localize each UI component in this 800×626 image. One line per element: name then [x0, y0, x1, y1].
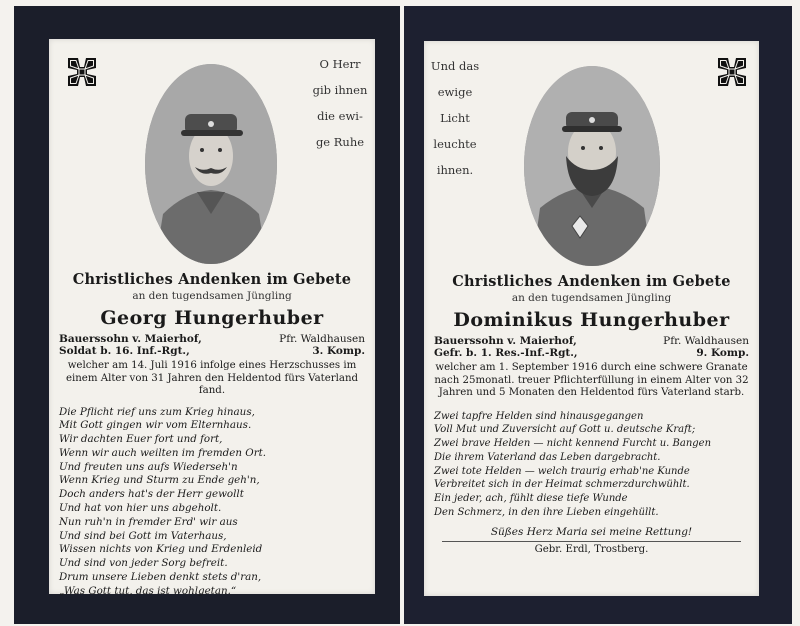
portrait-photo-right [524, 66, 660, 266]
poem-line: Und hat von hier uns abgeholt. [59, 502, 222, 515]
unit-right: 9. Komp. [696, 347, 749, 359]
deceased-name: Georg Hungerhuber [100, 307, 324, 329]
heading: Christliches Andenken im Gebete [452, 273, 731, 290]
motto-line: gib ihnen [312, 83, 368, 97]
card-paper-left [49, 39, 375, 597]
memorial-card-right [404, 6, 792, 624]
motto-line: ihnen. [436, 163, 474, 177]
poem-line: Und freuten uns aufs Wiederseh'n [59, 460, 238, 473]
origin-left: Bauerssohn v. Maierhof, [59, 333, 202, 345]
motto-left [305, 51, 375, 155]
poem-line: Zwei tapfre Helden sind hinausgegangen [434, 410, 644, 422]
poem-left [49, 406, 375, 599]
motto-line: leuchte [433, 137, 477, 151]
motto-right [420, 53, 490, 183]
soldier-portrait-image [524, 66, 660, 266]
poem-line: Wenn wir auch weilten im fremden Ort. [59, 446, 267, 459]
text-section-left [49, 271, 375, 599]
motto-line: ge Ruhe [315, 135, 365, 149]
poem-line: Wissen nichts von Krieg und Erdenleid [59, 543, 263, 556]
unit-left: Soldat b. 16. Inf.-Rgt., [59, 345, 190, 357]
origin-line [424, 335, 759, 347]
motto-line: die ewi- [317, 109, 363, 123]
poem-line: Die ihrem Vaterland das Leben dargebracht. [434, 451, 661, 463]
poem-line: Voll Mut und Zuversicht auf Gott u. deutsche Kraft; [434, 424, 696, 436]
origin-right: Pfr. Waldhausen [279, 333, 365, 345]
unit-right: 3. Komp. [312, 345, 365, 357]
poem-line: Die Pflicht rief uns zum Krieg hinaus, [59, 405, 255, 418]
deceased-name: Dominikus Hungerhuber [453, 309, 730, 331]
poem-line: Und sind von jeder Sorg befreit. [59, 557, 228, 570]
poem-line: „Was Gott tut, das ist wohlgetan.“ [59, 584, 237, 597]
poem-line: Verbreitet sich in der Heimat schmerzdurchwühlt. [434, 479, 690, 491]
poem-line: Mit Gott gingen wir vom Elternhaus. [59, 419, 252, 432]
heading: Christliches Andenken im Gebete [72, 271, 352, 288]
memorial-card-left [14, 6, 400, 624]
motto-line: Licht [440, 111, 470, 125]
poem-line: Und sind bei Gott im Vaterhaus, [59, 529, 227, 542]
death-text: welcher am 1. September 1916 durch eine schwere Granate nach 25monatl. treuer Pflichterfüllung in einem Alter von 32 Jahren und 5 Monaten den Heldentod fürs Vaterland starb. [434, 362, 749, 398]
poem-right [424, 410, 759, 520]
unit-line [424, 347, 759, 359]
motto-line: Und das [430, 59, 480, 73]
poem-line: Nun ruh'n in fremder Erd' wir aus [59, 515, 238, 528]
soldier-portrait-image [145, 64, 277, 264]
closing-prayer: Süßes Herz Maria sei meine Rettung! [490, 525, 693, 538]
unit-left: Gefr. b. 1. Res.-Inf.-Rgt., [434, 347, 578, 359]
printer-credit: Gebr. Erdl, Trostberg. [534, 543, 649, 555]
poem-line: Drum unsere Lieben denkt stets d'ran, [59, 571, 262, 584]
poem-line: Wenn Krieg und Sturm zu Ende geh'n, [59, 474, 260, 487]
iron-cross-icon [715, 55, 749, 89]
unit-line [49, 345, 375, 357]
motto-line: O Herr [319, 57, 361, 71]
poem-line: Zwei brave Helden — nicht kennend Furcht u. Bangen [434, 438, 712, 450]
poem-line: Wir dachten Euer fort und fort, [59, 433, 223, 446]
card-paper-right [424, 41, 759, 596]
poem-line: Doch anders hat's der Herr gewollt [59, 488, 244, 501]
origin-right: Pfr. Waldhausen [663, 335, 749, 347]
subheading: an den tugendsamen Jüngling [511, 292, 672, 304]
divider [442, 541, 741, 542]
iron-cross-icon [65, 55, 99, 89]
origin-line [49, 333, 375, 345]
death-text: welcher am 14. Juli 1916 infolge eines Herzschusses im einem Alter von 31 Jahren den Heldentod fürs Vaterland fand. [65, 360, 359, 396]
poem-line: Den Schmerz, in den ihre Lieben eingehüllt. [434, 507, 659, 519]
motto-line: ewige [437, 85, 473, 99]
text-section-right [424, 273, 759, 555]
portrait-photo-left [145, 64, 277, 264]
subheading: an den tugendsamen Jüngling [132, 290, 292, 302]
poem-line: Ein jeder, ach, fühlt diese tiefe Wunde [434, 493, 628, 505]
poem-line: Zwei tote Helden — welch traurig erhab'ne Kunde [434, 465, 690, 477]
origin-left: Bauerssohn v. Maierhof, [434, 335, 577, 347]
